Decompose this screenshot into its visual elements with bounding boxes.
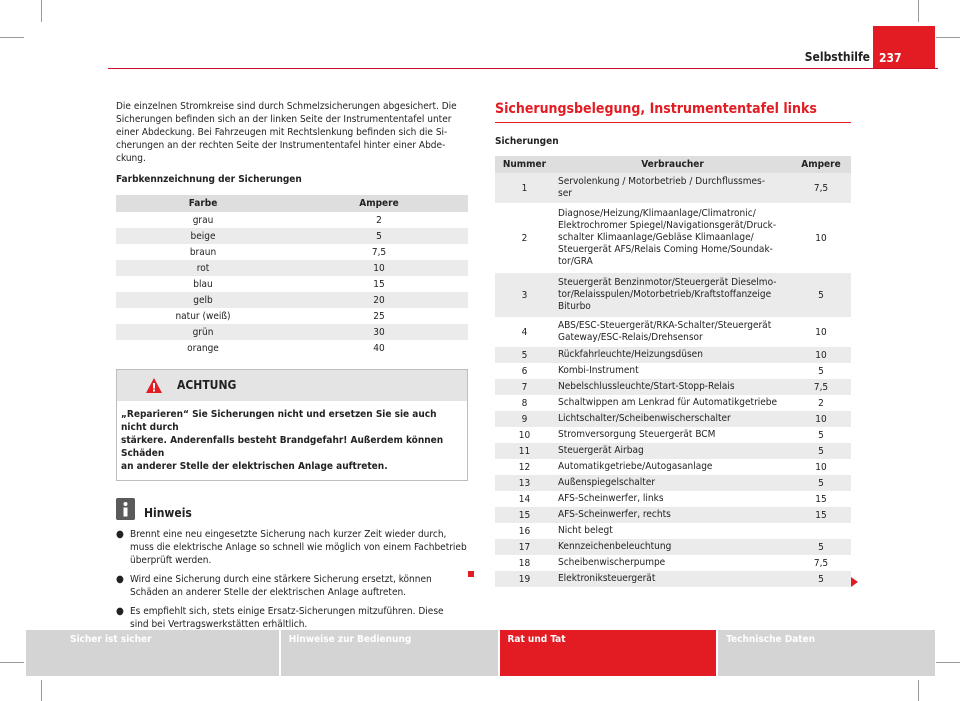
ampere-cell: 25 [373, 310, 385, 322]
table-row [495, 347, 851, 363]
table-row [116, 292, 468, 308]
consumer-line: Scheibenwischerpumpe [558, 557, 666, 568]
consumer-line: Elektroniksteuergerät [558, 573, 656, 584]
consumer-line: ser [558, 188, 572, 199]
table-row [116, 244, 468, 260]
ampere-cell [791, 523, 851, 539]
table-row [116, 260, 468, 276]
consumer-line: Außenspiegelschalter [558, 477, 656, 488]
fuse-number-cell: 18 [518, 557, 531, 569]
fuse-number-cell: 4 [521, 326, 528, 338]
fuse-number-cell: 17 [495, 539, 554, 555]
consumer-cell [554, 411, 791, 427]
ampere-cell: 10 [791, 411, 851, 427]
consumer-line: tor/GRA [558, 256, 593, 267]
hint-line: Schäden an anderer Stelle der elektrischen Anlage auftreten. [130, 587, 407, 598]
table-header-row [116, 195, 468, 212]
ampere-cell: 20 [290, 292, 468, 308]
ampere-cell: 10 [290, 260, 468, 276]
consumer-cell [554, 475, 791, 491]
warning-box [116, 369, 468, 481]
consumer-cell [554, 427, 791, 443]
ampere-cell: 7,5 [791, 173, 851, 203]
color-table-heading: Farbkennzeichnung der Sicherungen [116, 174, 302, 185]
table-row [116, 212, 468, 228]
intro-line: Sicherungen befinden sich an der linken Seite der Instrumententafel unter [116, 114, 452, 125]
color-cell: grün [116, 324, 290, 340]
table-row [495, 443, 851, 459]
column-header: Nummer [495, 156, 554, 173]
crop-mark [918, 680, 919, 701]
crop-mark [918, 0, 919, 22]
table-row [495, 539, 851, 555]
column-header: Ampere [290, 195, 468, 212]
color-cell: rot [116, 260, 290, 276]
consumer-line: Kombi-Instrument [558, 365, 639, 376]
crop-mark [41, 0, 42, 22]
tab-rat-und-tat[interactable]: Rat und Tat [498, 630, 717, 676]
fuse-table [495, 156, 851, 587]
ampere-cell: 7,5 [813, 557, 829, 569]
warning-title: ACHTUNG [177, 378, 237, 392]
fuse-number-cell: 19 [495, 571, 554, 587]
section-rule [495, 122, 851, 123]
consumer-cell [554, 443, 791, 459]
ampere-cell: 7,5 [371, 246, 387, 258]
intro-line: cherungen an der rechten Seite der Instrumententafel hinter einer Abde- [116, 140, 446, 151]
hint-title: Hinweis [144, 506, 192, 520]
header-rule [108, 68, 938, 69]
consumer-cell [554, 459, 791, 475]
hint-line: Es empfiehlt sich, stets einige Ersatz-Sicherungen mitzuführen. Diese [130, 606, 444, 617]
table-row [116, 340, 468, 356]
consumer-line: Rückfahrleuchte/Heizungsdüsen [558, 349, 703, 360]
fuse-number-cell: 13 [495, 475, 554, 491]
ampere-cell: 2 [818, 397, 824, 409]
fuse-number-cell: 9 [495, 411, 554, 427]
table-row [116, 228, 468, 244]
ampere-cell: 7,5 [791, 379, 851, 395]
color-cell: gelb [116, 292, 290, 308]
color-cell: natur (weiß) [175, 310, 231, 322]
color-cell: grau [192, 214, 214, 226]
consumer-cell [554, 363, 791, 379]
table-row [495, 203, 851, 273]
table-row [495, 523, 851, 539]
fuse-number-cell: 5 [495, 347, 554, 363]
ampere-cell: 5 [791, 443, 851, 459]
table-row [495, 507, 851, 523]
table-row [495, 491, 851, 507]
consumer-line: Elektrochromer Spiegel/Navigationsgerät/Druck- [558, 220, 777, 231]
column-header: Verbraucher [554, 156, 791, 173]
consumer-line: AFS-Scheinwerfer, rechts [558, 509, 671, 520]
consumer-line: Schaltwippen am Lenkrad für Automatikgetriebe [558, 397, 778, 408]
hint-line: überprüft werden. [130, 555, 212, 566]
table-row [495, 475, 851, 491]
ampere-cell: 5 [791, 571, 851, 587]
consumer-cell [554, 379, 791, 395]
crop-mark [0, 37, 24, 38]
ampere-cell: 15 [373, 278, 385, 290]
warning-line: stärkere. Anderenfalls besteht Brandgefahr! Außerdem können Schäden [121, 435, 444, 459]
consumer-cell [554, 507, 791, 523]
hint-line: sind bei Vertragswerkstätten erhältlich. [130, 619, 308, 630]
hint-header [116, 498, 468, 520]
warning-line: „Reparieren“ Sie Sicherungen nicht und ersetzen Sie sie auch nicht durch [121, 409, 437, 433]
info-icon [116, 498, 135, 520]
fuse-number-cell: 3 [495, 273, 554, 317]
fuse-color-table [116, 195, 468, 356]
warning-header [117, 370, 467, 401]
consumer-cell [554, 273, 791, 317]
page-number: 237 [873, 26, 935, 68]
hint-line: Brennt eine neu eingesetzte Sicherung nach kurzer Zeit wieder durch, [130, 529, 447, 540]
continue-arrow-icon [851, 577, 858, 587]
tab-sicher-ist-sicher[interactable]: Sicher ist sicher [26, 630, 279, 676]
hint-list [116, 528, 468, 631]
fuse-number-cell: 10 [518, 429, 531, 441]
consumer-line: Diagnose/Heizung/Klimaanlage/Climatronic/ [558, 208, 756, 219]
fuse-number-cell: 15 [495, 507, 554, 523]
consumer-line: Nicht belegt [558, 525, 613, 536]
color-cell: orange [187, 342, 219, 354]
color-cell: blau [193, 278, 213, 290]
consumer-line: Servolenkung / Motorbetrieb / Durchflussmes- [558, 176, 765, 187]
list-item [116, 605, 468, 631]
ampere-cell: 5 [791, 539, 851, 555]
consumer-cell [554, 347, 791, 363]
bullet-icon: ● [116, 574, 124, 585]
table-row [495, 571, 851, 587]
color-cell: braun [189, 246, 217, 258]
column-header: Farbe [116, 195, 290, 212]
color-cell: beige [116, 228, 290, 244]
tab-technische-daten[interactable]: Technische Daten [716, 630, 935, 676]
ampere-cell: 40 [373, 342, 385, 354]
crop-mark [936, 662, 960, 663]
ampere-cell: 15 [815, 493, 827, 505]
table-row [495, 395, 851, 411]
consumer-line: AFS-Scheinwerfer, links [558, 493, 664, 504]
ampere-cell: 30 [290, 324, 468, 340]
list-item [116, 528, 468, 567]
fuse-subheading: Sicherungen [495, 136, 559, 147]
warning-triangle-icon [145, 377, 163, 394]
left-column [116, 100, 468, 637]
table-row [495, 363, 851, 379]
ampere-cell: 5 [290, 228, 468, 244]
bullet-icon: ● [116, 606, 124, 617]
hint-line: Wird eine Sicherung durch eine stärkere Sicherung ersetzt, können [130, 574, 432, 585]
fuse-number-cell: 14 [518, 493, 531, 505]
consumer-line: Stromversorgung Steuergerät BCM [558, 429, 716, 440]
consumer-line: Nebelschlussleuchte/Start-Stopp-Relais [558, 381, 735, 392]
section-title: Sicherungsbelegung, Instrumententafel links [495, 101, 817, 117]
section-end-mark [468, 571, 474, 577]
bullet-icon: ● [116, 529, 124, 540]
consumer-cell [554, 555, 791, 571]
table-row [116, 308, 468, 324]
consumer-line: ABS/ESC-Steuergerät/RKA-Schalter/Steuergerät [558, 320, 772, 331]
list-item [116, 573, 468, 599]
consumer-cell [554, 491, 791, 507]
consumer-line: Lichtschalter/Scheibenwischerschalter [558, 413, 731, 424]
consumer-cell [554, 395, 791, 411]
ampere-cell: 5 [791, 475, 851, 491]
consumer-cell [554, 203, 791, 273]
hint-line: muss die elektrische Anlage so schnell wie möglich von einem Fachbetrieb [130, 542, 467, 553]
crop-mark [41, 680, 42, 701]
intro-line: Die einzelnen Stromkreise sind durch Schmelzsicherungen abgesichert. Die [116, 101, 457, 112]
ampere-cell: 10 [791, 347, 851, 363]
consumer-cell [554, 317, 791, 347]
page-title: Selbsthilfe [804, 50, 870, 64]
consumer-line: schalter Klimaanlage/Gebläse Klimaanlage/ [558, 232, 754, 243]
consumer-line: Automatikgetriebe/Autogasanlage [558, 461, 713, 472]
consumer-cell [554, 571, 791, 587]
table-row [495, 173, 851, 203]
ampere-cell: 2 [376, 214, 382, 226]
fuse-number-cell: 11 [495, 443, 554, 459]
consumer-line: Biturbo [558, 301, 591, 312]
chapter-tabs [26, 630, 935, 676]
column-header: Ampere [791, 156, 851, 173]
table-row [495, 427, 851, 443]
ampere-cell: 10 [815, 326, 827, 338]
consumer-line: tor/Relaisspulen/Motorbetrieb/Kraftstoffanzeige [558, 289, 772, 300]
fuse-number-cell: 8 [521, 397, 528, 409]
fuse-number-cell: 2 [521, 232, 528, 244]
table-row [495, 379, 851, 395]
consumer-cell [554, 523, 791, 539]
ampere-cell: 10 [815, 232, 827, 244]
table-row [495, 555, 851, 571]
fuse-number-cell: 7 [495, 379, 554, 395]
fuse-number-cell: 12 [518, 461, 531, 473]
intro-paragraph [116, 100, 468, 165]
consumer-cell [554, 173, 791, 203]
warning-line: an anderer Stelle der elektrischen Anlage auftreten. [121, 461, 388, 472]
table-row [495, 273, 851, 317]
table-row [116, 324, 468, 340]
ampere-cell: 5 [818, 365, 824, 377]
table-row [495, 317, 851, 347]
right-column [495, 100, 851, 587]
consumer-cell [554, 539, 791, 555]
fuse-number-cell: 1 [495, 173, 554, 203]
consumer-line: Gateway/ESC-Relais/Drehsensor [558, 332, 703, 343]
consumer-line: Steuergerät Airbag [558, 445, 644, 456]
table-row [495, 411, 851, 427]
crop-mark [0, 662, 24, 663]
ampere-cell: 5 [818, 429, 824, 441]
intro-line: einer Abdeckung. Bei Fahrzeugen mit Rechtslenkung befinden sich die Si- [116, 127, 448, 138]
table-row [495, 459, 851, 475]
fuse-number-cell: 16 [518, 525, 531, 537]
tab-hinweise-zur-bedienung[interactable]: Hinweise zur Bedienung [279, 630, 498, 676]
intro-line: ckung. [116, 153, 146, 164]
crop-mark [936, 37, 960, 38]
consumer-line: Kennzeichenbeleuchtung [558, 541, 672, 552]
consumer-line: Steuergerät AFS/Relais Coming Home/Soundak- [558, 244, 773, 255]
ampere-cell: 15 [791, 507, 851, 523]
table-header-row [495, 156, 851, 173]
consumer-line: Steuergerät Benzinmotor/Steuergerät Dieselmo- [558, 277, 777, 288]
fuse-number-cell: 6 [521, 365, 528, 377]
warning-text [117, 401, 467, 480]
ampere-cell: 5 [791, 273, 851, 317]
table-row [116, 276, 468, 292]
ampere-cell: 10 [815, 461, 827, 473]
